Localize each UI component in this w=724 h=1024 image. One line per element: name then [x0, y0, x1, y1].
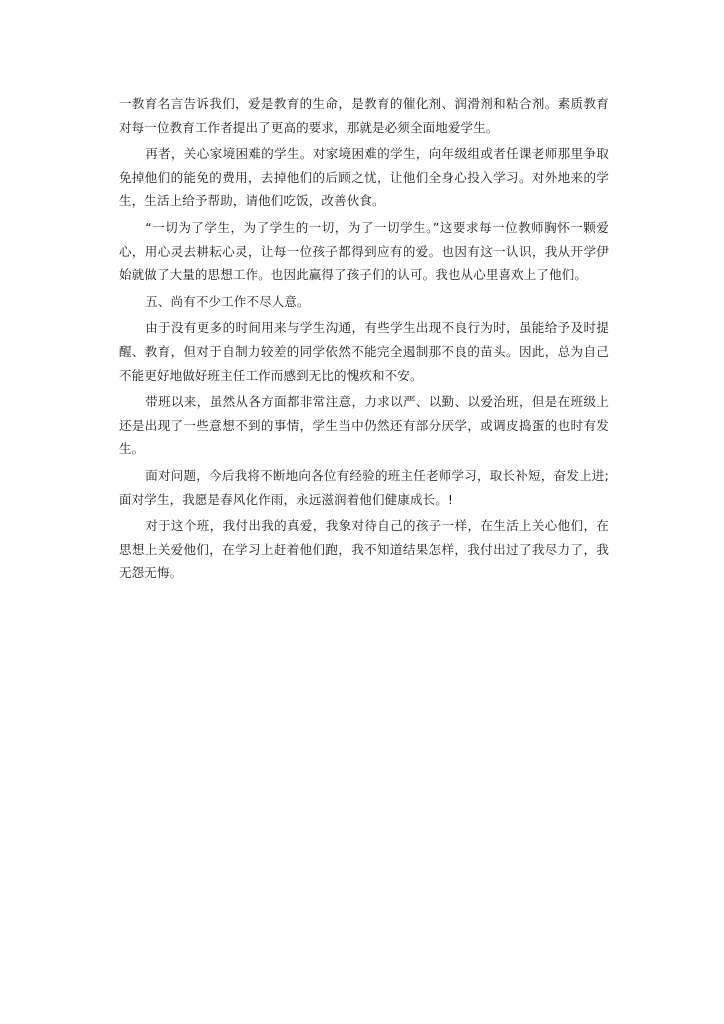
paragraph-1: 一教育名言告诉我们，爱是教育的生命，是教育的催化剂、润滑剂和粘合剂。素质教育对每一位教育工作者提出了更高的要求，那就是必须全面地爱学生。 [119, 96, 609, 135]
paragraph-5: 带班以来，虽然从各方面都非常注意，力求以严、以勤、以爱治班，但是在班级上还是出现了一些意想不到的事情，学生当中仍然还有部分厌学，或调皮捣蛋的也时有发生。 [119, 394, 609, 457]
section-heading-5: 五、尚有不少工作不尽人意。 [145, 293, 310, 309]
paragraph-6: 面对问题，今后我将不断地向各位有经验的班主任老师学习，取长补短，奋发上进;面对学生，我愿是春风化作雨，永远滋润着他们健康成长。! [119, 467, 609, 507]
paragraph-3: “一切为了学生，为了学生的一切，为了一切学生。”这要求每一位教师胸怀一颗爱心，用心灵去耕耘心灵，让每一位孩子都得到应有的爱。也因有这一认识，我从开学伊始就做了大量的思想工作。也因此赢得了孩子们的认可。我也从心里喜欢上了他们。 [119, 219, 609, 283]
paragraph-2: 再者，关心家境困难的学生。对家境困难的学生，向年级组或者任课老师那里争取免掉他们的能免的费用，去掉他们的后顾之忧，让他们全身心投入学习。对外地来的学生，生活上给予帮助，请他们吃饭，改善伙食。 [119, 146, 609, 209]
document-body [119, 92, 609, 588]
paragraph-7: 对于这个班，我付出我的真爱，我象对待自己的孩子一样，在生活上关心他们，在思想上关爱他们，在学习上赶着他们跑，我不知道结果怎样，我付出过了我尽力了，我无怨无悔。 [119, 518, 609, 581]
paragraph-4: 由于没有更多的时间用来与学生沟通，有些学生出现不良行为时，虽能给予及时提醒、教育，但对于自制力较差的同学依然不能完全遏制那不良的苗头。因此，总为自己不能更好地做好班主任工作而感到无比的愧疚和不安。 [119, 320, 609, 383]
